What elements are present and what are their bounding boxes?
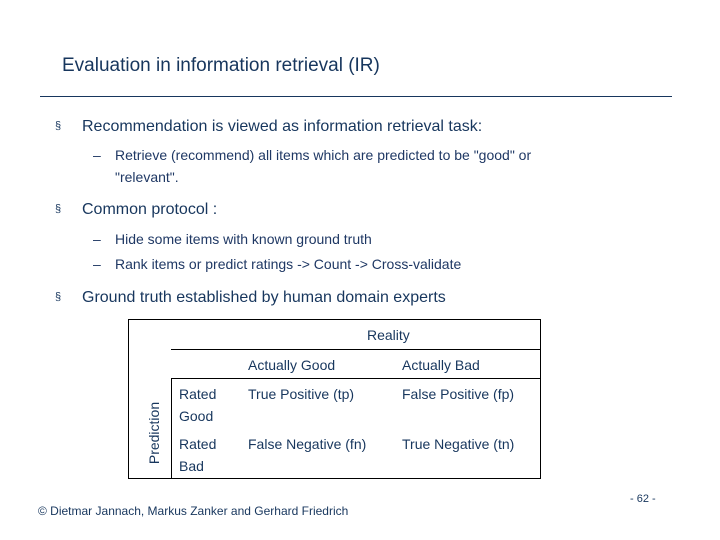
bullet-recommendation bbox=[55, 118, 482, 136]
bullet-ground-truth bbox=[55, 289, 446, 307]
column-header-actually-bad: Actually Bad bbox=[402, 357, 480, 373]
page-number: - 62 - bbox=[630, 493, 656, 505]
sub-bullet-text: Hide some items with known ground truth bbox=[115, 231, 372, 247]
title-divider bbox=[40, 96, 672, 97]
bullet-marker-icon: § bbox=[55, 120, 62, 132]
matrix-header-rule bbox=[171, 349, 541, 350]
sub-bullet-text: Retrieve (recommend) all items which are predicted to be "good" or bbox=[115, 147, 532, 163]
matrix-column-header-rule bbox=[171, 378, 541, 379]
slide-title: Evaluation in information retrieval (IR) bbox=[62, 55, 380, 76]
bullet-text: Common protocol : bbox=[82, 201, 218, 218]
bullet-marker-icon: § bbox=[55, 203, 62, 215]
dash-marker-icon: – bbox=[93, 231, 101, 247]
cell-true-positive: True Positive (tp) bbox=[248, 386, 355, 402]
bullet-text: Ground truth established by human domain experts bbox=[82, 289, 446, 306]
dash-marker-icon: – bbox=[93, 147, 101, 163]
bullet-marker-icon: § bbox=[55, 291, 62, 303]
sub-bullet-retrieve bbox=[93, 144, 531, 188]
sub-bullet-rank-items bbox=[93, 253, 461, 275]
cell-false-negative: False Negative (fn) bbox=[248, 436, 367, 452]
cell-true-negative: True Negative (tn) bbox=[402, 436, 515, 452]
sub-bullet-text: Rank items or predict ratings -> Count -> Cross-validate bbox=[115, 256, 462, 272]
column-header-actually-good: Actually Good bbox=[248, 357, 336, 373]
copyright-footer: © Dietmar Jannach, Markus Zanker and Gerhard Friedrich bbox=[38, 504, 349, 518]
row-label-rated-good bbox=[179, 383, 216, 427]
dash-marker-icon: – bbox=[93, 256, 101, 272]
sub-bullet-hide-items bbox=[93, 228, 372, 250]
cell-false-positive: False Positive (fp) bbox=[402, 386, 515, 402]
bullet-text: Recommendation is viewed as information retrieval task: bbox=[82, 118, 483, 135]
row-label-line: Bad bbox=[179, 458, 204, 474]
reality-label: Reality bbox=[367, 327, 410, 343]
sub-bullet-text-continued: "relevant". bbox=[115, 169, 179, 185]
row-label-rated-bad bbox=[179, 433, 216, 477]
row-label-line: Good bbox=[179, 408, 214, 424]
prediction-label: Prediction bbox=[146, 401, 162, 465]
bullet-common-protocol bbox=[55, 201, 217, 219]
matrix-prediction-rule bbox=[171, 378, 172, 479]
row-label-line: Rated bbox=[179, 436, 217, 452]
row-label-line: Rated bbox=[179, 386, 217, 402]
